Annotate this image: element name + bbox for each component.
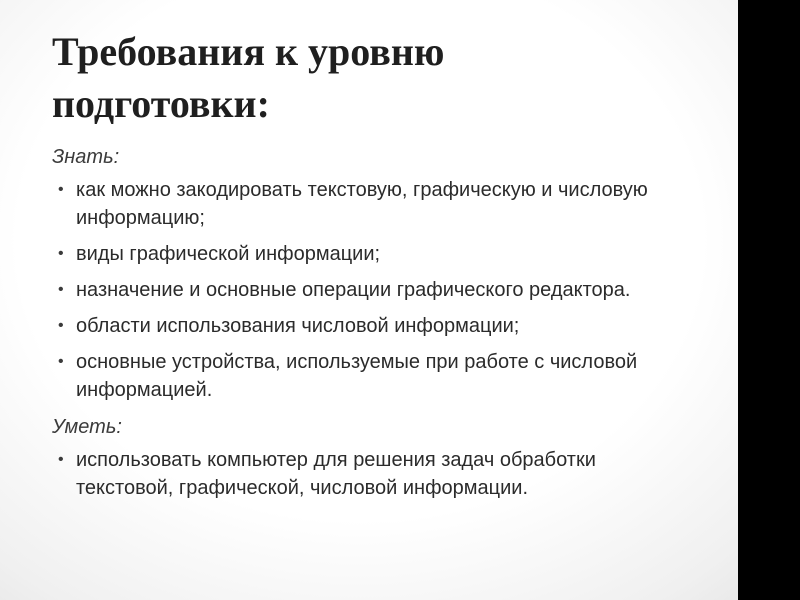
list-item-text: назначение и основные операции графического редактора. [76,279,631,301]
bullet-icon: • [58,245,64,262]
section-heading-know: Знать: [52,146,120,168]
section-heading-can: Уметь: [52,416,122,438]
bullet-icon: • [58,181,64,198]
list-item [52,446,692,502]
list-item-text: области использования числовой информации; [76,315,520,337]
list-item [52,312,692,340]
list-item [52,276,692,304]
title-line-2: подготовки: [52,81,270,126]
slide-title [52,26,692,130]
slide-content [52,142,692,510]
bullet-icon: • [58,451,64,468]
list-item [52,348,692,404]
know-list [52,176,692,404]
can-list [52,446,692,502]
list-item [52,176,692,232]
list-item [52,240,692,268]
bullet-icon: • [58,281,64,298]
list-item-text: виды графической информации; [76,243,381,265]
right-decorative-bar [738,0,800,600]
list-item-text: основные устройства, используемые при работе с числовой информацией. [76,351,638,401]
bullet-icon: • [58,317,64,334]
list-item-text: использовать компьютер для решения задач обработки текстовой, графической, числовой информации. [76,449,596,499]
title-line-1: Требования к уровню [52,29,445,74]
bullet-icon: • [58,353,64,370]
list-item-text: как можно закодировать текстовую, графическую и числовую информацию; [76,179,648,229]
